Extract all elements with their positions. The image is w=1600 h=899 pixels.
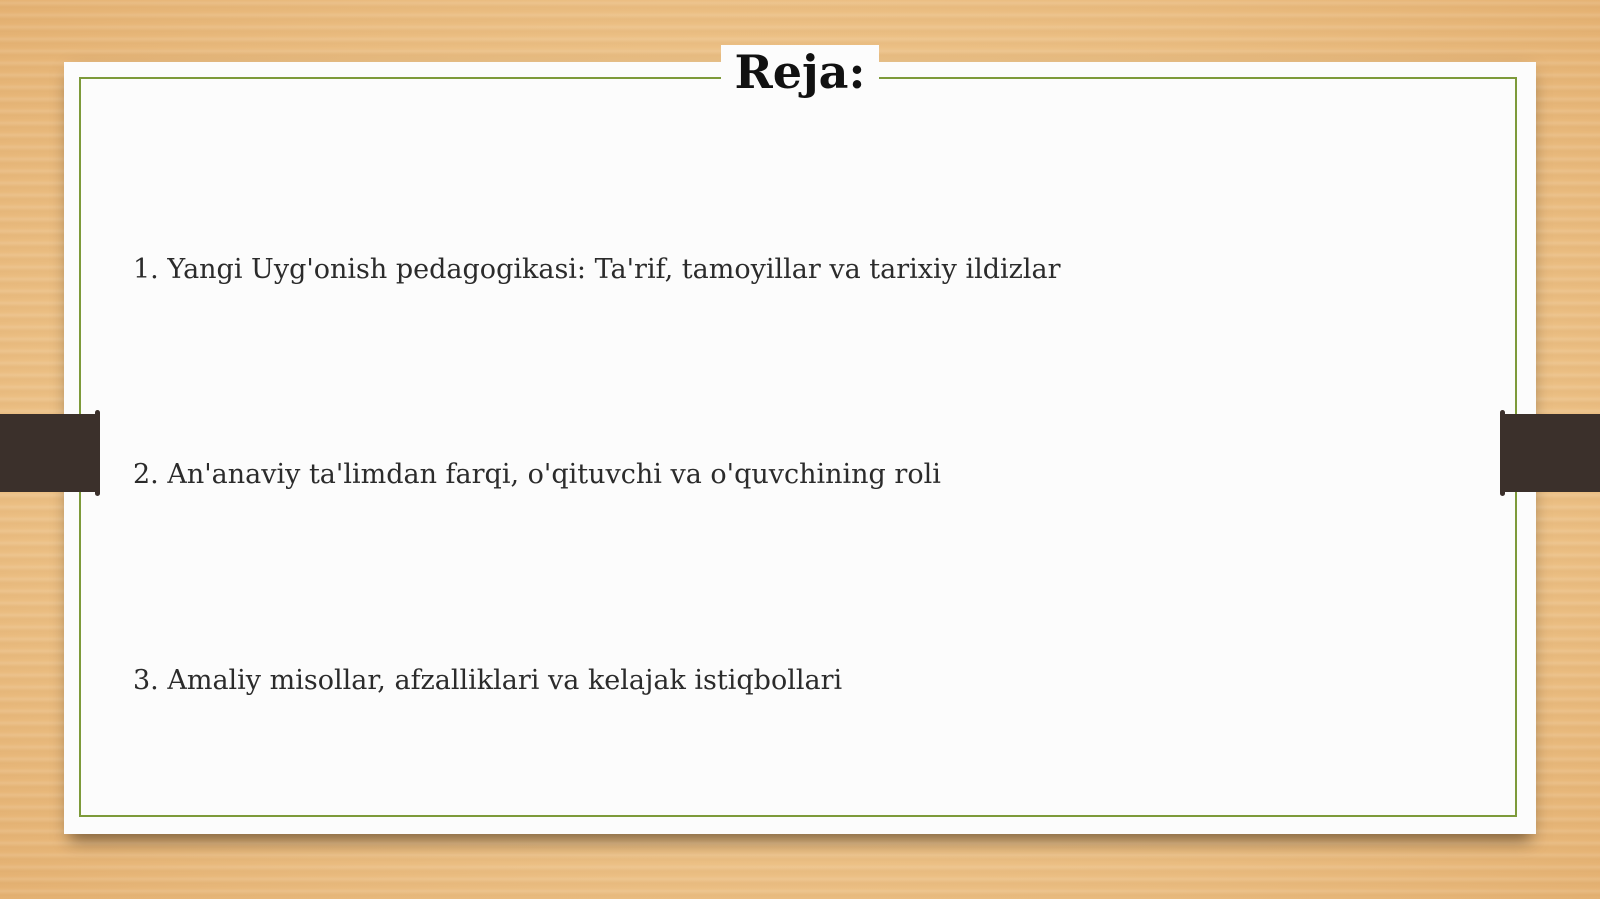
slide-frame-border — [79, 77, 1517, 817]
plan-item-1: 1. Yangi Uyg'onish pedagogikasi: Ta'rif, tamoyillar va tarixiy ildizlar — [133, 254, 1061, 285]
slide-title-text: Reja: — [721, 45, 880, 99]
plan-item-3: 3. Amaliy misollar, afzalliklari va kelajak istiqbollari — [133, 665, 843, 696]
plan-item-2: 2. An'anaviy ta'limdan farqi, o'qituvchi va o'quvchining roli — [133, 459, 941, 490]
slide-paper — [64, 62, 1536, 834]
binder-clip-right-icon — [1500, 414, 1600, 492]
binder-clip-left-icon — [0, 414, 100, 492]
slide-title — [0, 42, 1600, 102]
